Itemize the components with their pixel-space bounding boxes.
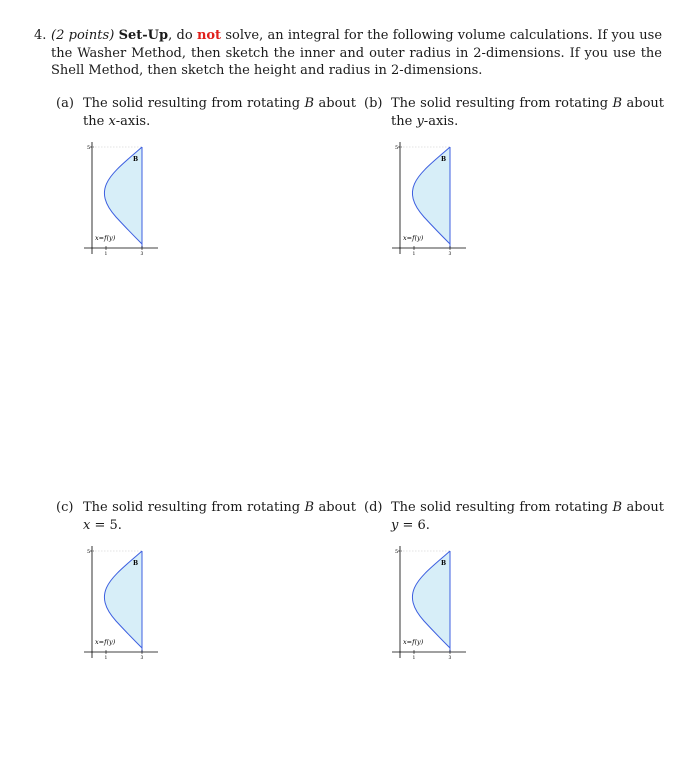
region-sketch (84, 546, 164, 661)
y-tick-label: 5 (87, 145, 91, 151)
curve-label: x=f(y) (403, 638, 424, 646)
do-text: , do (168, 28, 193, 43)
y-tick-label: 5 (87, 549, 91, 555)
part-c-text: The solid resulting from rotating B about x = 5. (83, 500, 356, 533)
x-tick-label: 3 (140, 252, 144, 257)
region-label: B (133, 560, 139, 567)
region-sketch (84, 142, 164, 257)
graph-c (84, 546, 164, 661)
problem-body (51, 27, 662, 80)
x-tick-label: 1 (412, 252, 416, 257)
x-tick-label: 3 (448, 252, 452, 257)
y-tick-label: 5 (395, 145, 399, 151)
x-tick-label: 1 (104, 656, 108, 661)
region-symbol: B (612, 96, 623, 111)
part-d-text: The solid resulting from rotating B about y = 6. (391, 500, 664, 533)
y-tick-label: 5 (395, 549, 399, 555)
problem-statement (34, 27, 662, 80)
region-symbol: B (304, 500, 315, 515)
not-emphasis: not (196, 28, 222, 43)
part-b (364, 95, 664, 130)
graph-d (392, 546, 472, 661)
part-a-label: (a) (56, 96, 74, 111)
axis-variable: y (391, 517, 399, 533)
part-b-text: The solid resulting from rotating B about the y-axis. (391, 96, 664, 129)
x-tick-label: 1 (104, 252, 108, 257)
region-label: B (133, 156, 139, 163)
graph-a (84, 142, 164, 257)
x-tick-label: 1 (412, 656, 416, 661)
curve-label: x=f(y) (95, 638, 116, 646)
part-c (56, 499, 356, 534)
problem-number: 4. (34, 28, 47, 43)
x-tick-label: 3 (448, 656, 452, 661)
curve-label: x=f(y) (95, 234, 116, 242)
region-label: B (441, 156, 447, 163)
points-label: (2 points) (51, 28, 115, 43)
region-symbol: B (304, 96, 315, 111)
instruction-text: solve, an integral for the following volume calculations. If you use the Washer Method, then sketch the inner and outer radius in 2-dimensions. If you use the Shell Method, then sketch the height and radius in 2-dimensions. (51, 28, 663, 78)
x-tick-label: 3 (140, 656, 144, 661)
axis-variable: x (108, 113, 116, 129)
region-sketch (392, 546, 472, 661)
part-a (56, 95, 356, 130)
region-label: B (441, 560, 447, 567)
setup-label: Set-Up (118, 28, 169, 43)
part-d (364, 499, 664, 534)
part-a-text: The solid resulting from rotating B about the x-axis. (83, 96, 356, 129)
curve-label: x=f(y) (403, 234, 424, 242)
part-b-label: (b) (364, 96, 383, 111)
axis-variable: x (83, 517, 91, 533)
part-d-label: (d) (364, 500, 383, 515)
part-c-label: (c) (56, 500, 74, 515)
axis-variable: y (416, 113, 424, 129)
region-symbol: B (612, 500, 623, 515)
region-sketch (392, 142, 472, 257)
graph-b (392, 142, 472, 257)
